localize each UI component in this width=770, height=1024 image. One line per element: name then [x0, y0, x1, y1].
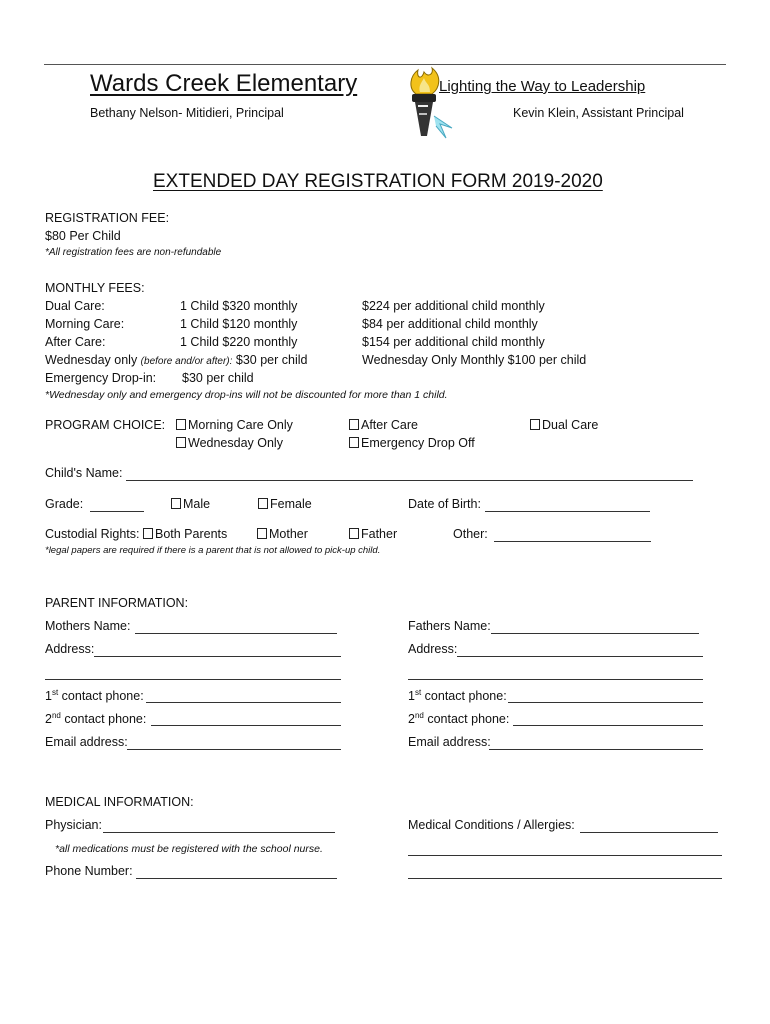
fee-first-morning: 1 Child $120 monthly	[180, 317, 298, 331]
fee-first-after: 1 Child $220 monthly	[180, 335, 298, 349]
custodial-mother[interactable]: Mother	[257, 527, 308, 541]
emergency-checkbox[interactable]	[349, 437, 359, 448]
father-checkbox[interactable]	[349, 528, 359, 539]
custodial-label: Custodial Rights:	[45, 527, 140, 541]
mother-address-label: Address:	[45, 642, 95, 656]
custodial-father[interactable]: Father	[349, 527, 397, 541]
grade-label: Grade:	[45, 497, 84, 511]
other-field[interactable]	[494, 541, 651, 542]
father-name-field[interactable]	[491, 633, 699, 634]
registration-note: *All registration fees are non-refundable	[45, 247, 222, 258]
other-label: Other:	[453, 527, 488, 541]
father-contact-2-label: 2nd contact phone:	[408, 711, 510, 727]
dob-label: Date of Birth:	[408, 497, 481, 511]
program-option-wednesday[interactable]: Wednesday Only	[176, 436, 283, 450]
registration-fee: $80 Per Child	[45, 229, 121, 243]
dual-care-checkbox[interactable]	[530, 419, 540, 430]
fee-label-after: After Care:	[45, 335, 106, 349]
fee-additional-morning: $84 per additional child monthly	[362, 317, 538, 331]
fee-additional-dual: $224 per additional child monthly	[362, 299, 545, 313]
school-tagline: Lighting the Way to Leadership	[439, 78, 646, 95]
mother-contact-1-label: 1st contact phone:	[45, 688, 144, 704]
medical-heading: MEDICAL INFORMATION:	[45, 795, 194, 809]
fee-label-morning: Morning Care:	[45, 317, 125, 331]
grade-field[interactable]	[90, 511, 144, 512]
wednesday-monthly: Wednesday Only Monthly $100 per child	[362, 353, 587, 367]
father-address-line-2[interactable]	[408, 679, 703, 680]
male-checkbox[interactable]	[171, 498, 181, 509]
emergency-fee: $30 per child	[182, 371, 254, 385]
mother-contact-1-field[interactable]	[146, 702, 341, 703]
physician-label: Physician:	[45, 818, 102, 832]
physician-field[interactable]	[103, 832, 335, 833]
emergency-label: Emergency Drop-in:	[45, 371, 157, 385]
wednesday-fee-line	[45, 353, 307, 367]
header-rule	[44, 64, 726, 65]
conditions-line-3[interactable]	[408, 878, 722, 879]
child-name-label: Child's Name:	[45, 466, 123, 480]
mother-address-field[interactable]	[94, 656, 341, 657]
mother-email-field[interactable]	[127, 749, 341, 750]
father-email-field[interactable]	[489, 749, 703, 750]
program-option-after[interactable]: After Care	[349, 418, 418, 432]
principal-name: Bethany Nelson- Mitidieri, Principal	[90, 106, 284, 120]
mother-checkbox[interactable]	[257, 528, 267, 539]
program-option-morning[interactable]: Morning Care Only	[176, 418, 293, 432]
wednesday-qualifier: (before and/or after):	[140, 356, 233, 367]
wednesday-checkbox[interactable]	[176, 437, 186, 448]
gender-female[interactable]: Female	[258, 497, 312, 511]
fee-label-dual: Dual Care:	[45, 299, 105, 313]
female-checkbox[interactable]	[258, 498, 268, 509]
father-address-label: Address:	[408, 642, 458, 656]
legal-note: *legal papers are required if there is a parent that is not allowed to pick-up child.	[45, 545, 381, 556]
custodial-both[interactable]: Both Parents	[143, 527, 227, 541]
dob-field[interactable]	[485, 511, 650, 512]
mother-email-label: Email address:	[45, 735, 128, 749]
conditions-line-2[interactable]	[408, 855, 722, 856]
father-contact-2-field[interactable]	[513, 725, 703, 726]
fee-additional-after: $154 per additional child monthly	[362, 335, 545, 349]
father-name-label: Fathers Name:	[408, 619, 491, 633]
mother-address-line-2[interactable]	[45, 679, 341, 680]
monthly-heading: MONTHLY FEES:	[45, 281, 145, 295]
morning-checkbox[interactable]	[176, 419, 186, 430]
conditions-label: Medical Conditions / Allergies:	[408, 818, 575, 832]
conditions-field[interactable]	[580, 832, 718, 833]
father-address-field[interactable]	[457, 656, 703, 657]
child-name-field[interactable]	[126, 480, 693, 481]
program-heading: PROGRAM CHOICE:	[45, 418, 166, 432]
phone-label: Phone Number:	[45, 864, 133, 878]
parent-heading: PARENT INFORMATION:	[45, 596, 189, 610]
father-contact-1-label: 1st contact phone:	[408, 688, 507, 704]
assistant-principal-name: Kevin Klein, Assistant Principal	[513, 106, 684, 120]
mother-name-label: Mothers Name:	[45, 619, 131, 633]
program-option-dual[interactable]: Dual Care	[530, 418, 598, 432]
both-parents-checkbox[interactable]	[143, 528, 153, 539]
mother-contact-2-field[interactable]	[151, 725, 341, 726]
mother-name-field[interactable]	[135, 633, 337, 634]
program-option-emergency[interactable]: Emergency Drop Off	[349, 436, 475, 450]
form-title: EXTENDED DAY REGISTRATION FORM 2019-2020	[153, 171, 603, 192]
medication-note: *all medications must be registered with the school nurse.	[55, 843, 323, 855]
father-email-label: Email address:	[408, 735, 491, 749]
wednesday-label: Wednesday only	[45, 353, 138, 367]
monthly-note: *Wednesday only and emergency drop-ins will not be discounted for more than 1 child.	[45, 389, 448, 401]
school-name: Wards Creek Elementary	[90, 70, 358, 97]
gender-male[interactable]: Male	[171, 497, 210, 511]
fee-first-dual: 1 Child $320 monthly	[180, 299, 298, 313]
after-care-checkbox[interactable]	[349, 419, 359, 430]
phone-field[interactable]	[136, 878, 337, 879]
father-contact-1-field[interactable]	[508, 702, 703, 703]
mother-contact-2-label: 2nd contact phone:	[45, 711, 147, 727]
registration-heading: REGISTRATION FEE:	[45, 211, 170, 225]
wednesday-fee: $30 per child	[235, 353, 308, 367]
